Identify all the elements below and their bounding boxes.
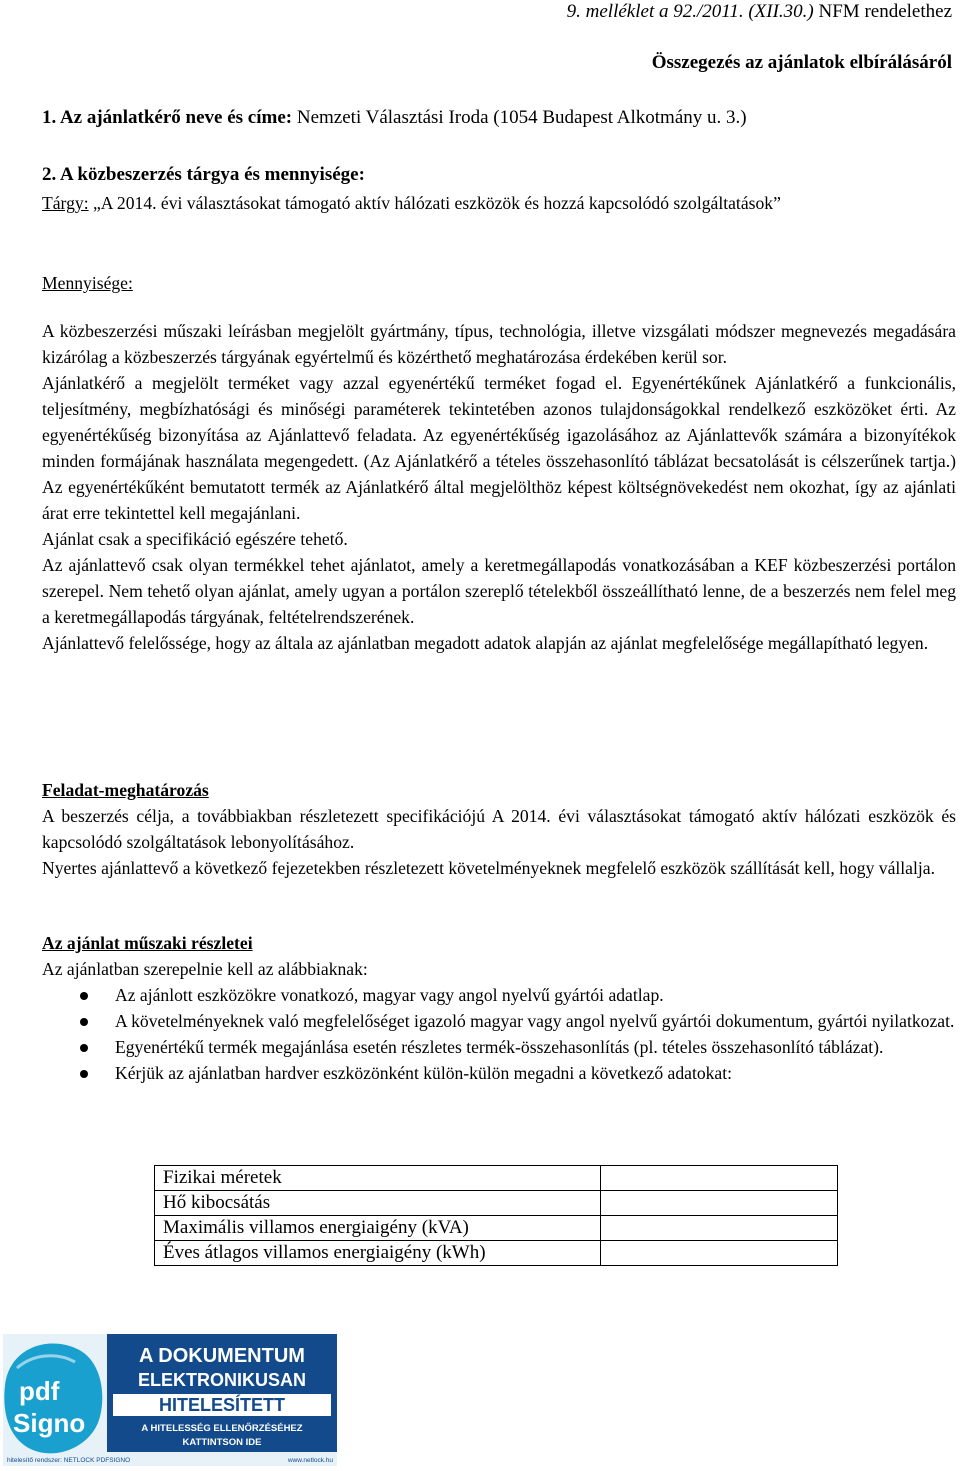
- list-item-text: Az ajánlott eszközökre vonatkozó, magyar vagy angol nyelvű gyártói adatlap.: [115, 985, 664, 1005]
- bullet-icon: [80, 992, 88, 1000]
- subject-value: „A 2014. évi választásokat támogató aktív hálózati eszközök és hozzá kapcsolódó szolgáltatások”: [88, 193, 781, 213]
- brand-top-text: pdf: [19, 1376, 60, 1406]
- badge-line-2: ELEKTRONIKUSAN: [137, 1370, 307, 1390]
- badge-cta-2: KATTINTSON IDE: [182, 1437, 262, 1448]
- paragraph: Nyertes ajánlattevő a következő fejezetekben részletezett követelményeknek megfelelő eszközök szállítását kell, hogy vállalja.: [42, 858, 935, 878]
- document-title: Összegezés az ajánlatok elbírálásáról: [651, 52, 952, 73]
- table-row: [155, 1241, 838, 1266]
- table-cell-value: [601, 1166, 838, 1191]
- badge-cta-1: A HITELESSÉG ELLENŐRZÉSÉHEZ: [141, 1423, 303, 1434]
- table-cell-value: [601, 1241, 838, 1266]
- list-item-text: Egyenértékű termék megajánlása esetén részletes termék-összehasonlítás (pl. tételes összehasonlító táblázat).: [115, 1037, 884, 1057]
- paragraph: Ajánlatkérő a megjelölt terméket vagy azzal egyenértékű terméket fogad el. Egyenértékűnek Ajánlatkérő a funkcionális, teljesítmény, megbízhatósági és minőségi paraméterek tekintetében azonos tulajdonságokkal rendelkező eszközöket érti. Az egyenértékűség bizonyítása az Ajánlattevő feladata. Az egyenértékűség igazolásához az Ajánlattevők számára a bizonyítékok minden formájának használata megengedett. (Az Ajánlatkérő a tételes összehasonlító táblázat becsatolását is célszerűnek tartja.) Az egyenértékűként bemutatott termék az Ajánlatkérő által megjelölthöz képest költségnövekedést nem okozhat, így az ajánlati árat erre tekintettel kell megajánlani.: [42, 373, 956, 523]
- details-heading: Az ajánlat műszaki részletei: [42, 933, 253, 953]
- bullet-icon: [80, 1044, 88, 1052]
- details-intro: Az ajánlatban szerepelnie kell az alábbiaknak:: [42, 959, 368, 979]
- badge-footer-left: hitelesítő rendszer: NETLOCK PDFSIGNO: [7, 1457, 131, 1464]
- decree-name: NFM rendelethez: [813, 1, 952, 22]
- table-cell-label: Éves átlagos villamos energiaigény (kWh): [155, 1241, 601, 1266]
- badge-footer-right: www.netlock.hu: [287, 1457, 333, 1464]
- list-item: [42, 982, 956, 1008]
- table-row: [155, 1191, 838, 1216]
- list-item: [42, 1034, 956, 1060]
- section-1-label: 1. Az ajánlatkérő neve és címe:: [42, 107, 293, 128]
- task-definition: [42, 777, 956, 881]
- list-item-text: A követelményeknek való megfelelőséget igazoló magyar vagy angol nyelvű gyártói dokumentum, gyártói nyilatkozat.: [115, 1011, 955, 1031]
- table-cell-value: [601, 1216, 838, 1241]
- annex-reference: [567, 0, 952, 25]
- annex-number: 9. melléklet a 92./2011. (XII.30.): [566, 1, 814, 22]
- task-heading: Feladat-meghatározás: [42, 780, 209, 800]
- requirements-text: [42, 318, 956, 656]
- pdfsigno-verification-badge[interactable]: [3, 1334, 337, 1466]
- table-cell-label: Hő kibocsátás: [155, 1191, 601, 1216]
- paragraph: Az ajánlattevő csak olyan termékkel tehet ajánlatot, amely a keretmegállapodás vonatkozásában a KEF közbeszerzési portálon szerepel. Nem tehető olyan ajánlat, amely ugyan a portálon szereplő tételekből összeállítható lenne, de a beszerzés nem felel meg a keretmegállapodás tárgyának, feltételrendszerének.: [42, 555, 956, 627]
- bullet-icon: [80, 1018, 88, 1026]
- list-item-text: Kérjük az ajánlatban hardver eszközönként külön-külön megadni a következő adatokat:: [115, 1063, 733, 1083]
- paragraph: A beszerzés célja, a továbbiakban részletezett specifikációjú A 2014. évi választásokat támogató aktív hálózati eszközök és kapcsolódó szolgáltatások lebonyolításához.: [42, 806, 956, 852]
- bullet-icon: [80, 1070, 88, 1078]
- table-row: [155, 1216, 838, 1241]
- section-1-value: Nemzeti Választási Iroda (1054 Budapest Alkotmány u. 3.): [292, 107, 747, 128]
- table-cell-value: [601, 1191, 838, 1216]
- paragraph: A közbeszerzési műszaki leírásban megjelölt gyártmány, típus, technológia, illetve vizsgálati módszer megnevezés megadására kizárólag a közbeszerzés tárgyának egyértelmű és közérthető meghatározása érdekében kerül sor.: [42, 321, 956, 367]
- subject-label: Tárgy:: [42, 193, 89, 213]
- badge-line-3: HITELESÍTETT: [159, 1395, 285, 1415]
- section-1: [42, 105, 956, 131]
- badge-line-1: A DOKUMENTUM: [139, 1345, 305, 1367]
- paragraph: Ajánlattevő felelőssége, hogy az általa az ajánlatban megadott adatok alapján az ajánlat megfelelősége megállapítható legyen.: [42, 633, 929, 653]
- table-cell-label: Maximális villamos energiaigény (kVA): [155, 1216, 601, 1241]
- list-item: [42, 1008, 956, 1034]
- section-2-heading: 2. A közbeszerzés tárgya és mennyisége:: [42, 164, 365, 185]
- bullet-list: [42, 982, 956, 1086]
- quantity-label: Mennyisége:: [42, 273, 133, 293]
- subject-paragraph: [42, 190, 956, 216]
- pdfsigno-logo-icon: [4, 1344, 102, 1454]
- list-item: [42, 1060, 956, 1086]
- table-cell-label: Fizikai méretek: [155, 1166, 601, 1191]
- brand-bottom-text: Signo: [13, 1408, 86, 1438]
- hardware-data-table: [154, 1165, 838, 1266]
- technical-details: [42, 930, 956, 1086]
- paragraph: Ajánlat csak a specifikáció egészére tehető.: [42, 529, 348, 549]
- table-row: [155, 1166, 838, 1191]
